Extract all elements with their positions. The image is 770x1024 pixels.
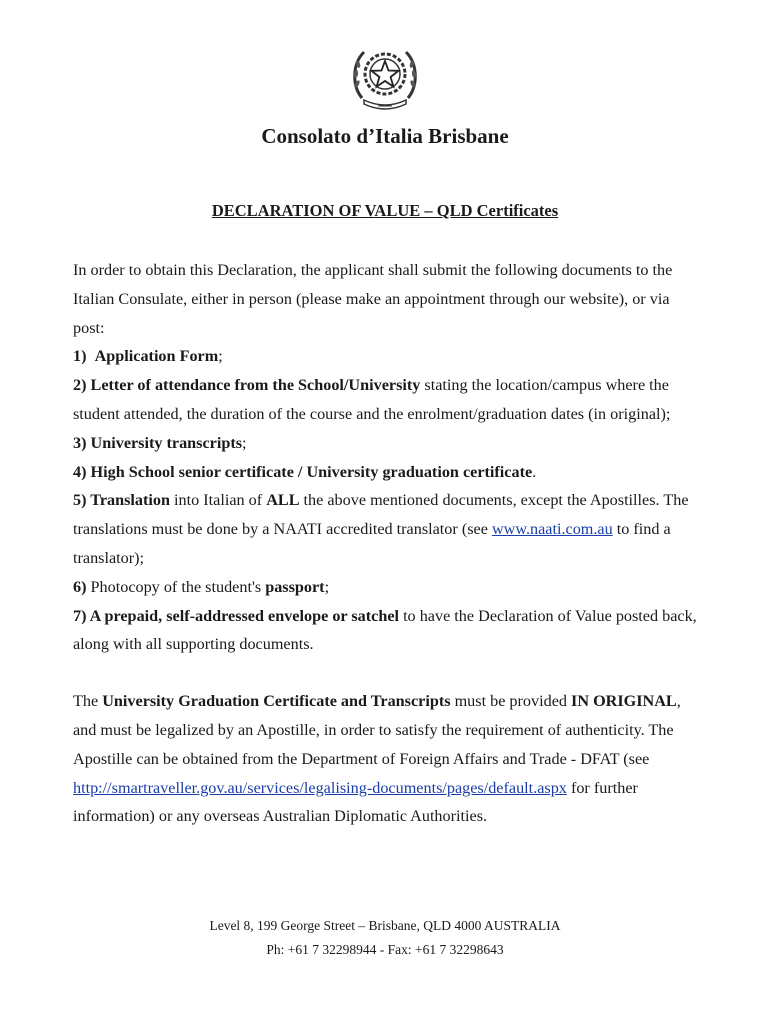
italian-republic-emblem-icon [348, 40, 422, 112]
list-item: 7) A prepaid, self-addressed envelope or satchel to have the Declaration of Value posted back, along with all supporting documents. [73, 606, 697, 654]
closing-paragraph: The University Graduation Certificate and Transcripts must be provided IN ORIGINAL, and must be legalized by an Apostille, in order to satisfy the requirement of authenticity. The Apostille can be obtained from the Department of Foreign Affairs and Trade - DFAT (see http://smartraveller.gov.au/services/legalising-documents/pages/default.aspx for further information) or any overseas Australian Diplomatic Authorities. [73, 692, 681, 826]
consulate-title: Consolato d’Italia Brisbane [261, 124, 509, 148]
list-item: 3) University transcripts; [73, 433, 247, 452]
list-item: 1) Application Form; [73, 347, 223, 366]
list-item: 5) Translation into Italian of ALL the above mentioned documents, except the Apostilles. The translations must be done by a NAATI accredited translator (see www.naati.com.au to find a translator); [73, 491, 689, 567]
list-item: 2) Letter of attendance from the School/University stating the location/campus where the student attended, the duration of the course and the enrolment/graduation dates (in original); [73, 376, 671, 423]
list-item: 6) Photocopy of the student's passport; [73, 577, 330, 596]
footer-phone-fax: Ph: +61 7 32298944 - Fax: +61 7 32298643 [266, 942, 504, 957]
document-heading: DECLARATION OF VALUE – QLD Certificates [211, 201, 559, 220]
footer [0, 914, 770, 962]
smartraveller-link[interactable]: http://smartraveller.gov.au/services/legalising-documents/pages/default.aspx [73, 778, 567, 797]
list-item: 4) High School senior certificate / University graduation certificate. [73, 462, 537, 481]
footer-address: Level 8, 199 George Street – Brisbane, QLD 4000 AUSTRALIA [209, 918, 561, 933]
intro-paragraph: In order to obtain this Declaration, the applicant shall submit the following documents to the Italian Consulate, either in person (please make an appointment through our website), or via post: [73, 261, 673, 337]
document-body [73, 256, 703, 831]
naati-link[interactable]: www.naati.com.au [491, 520, 613, 539]
